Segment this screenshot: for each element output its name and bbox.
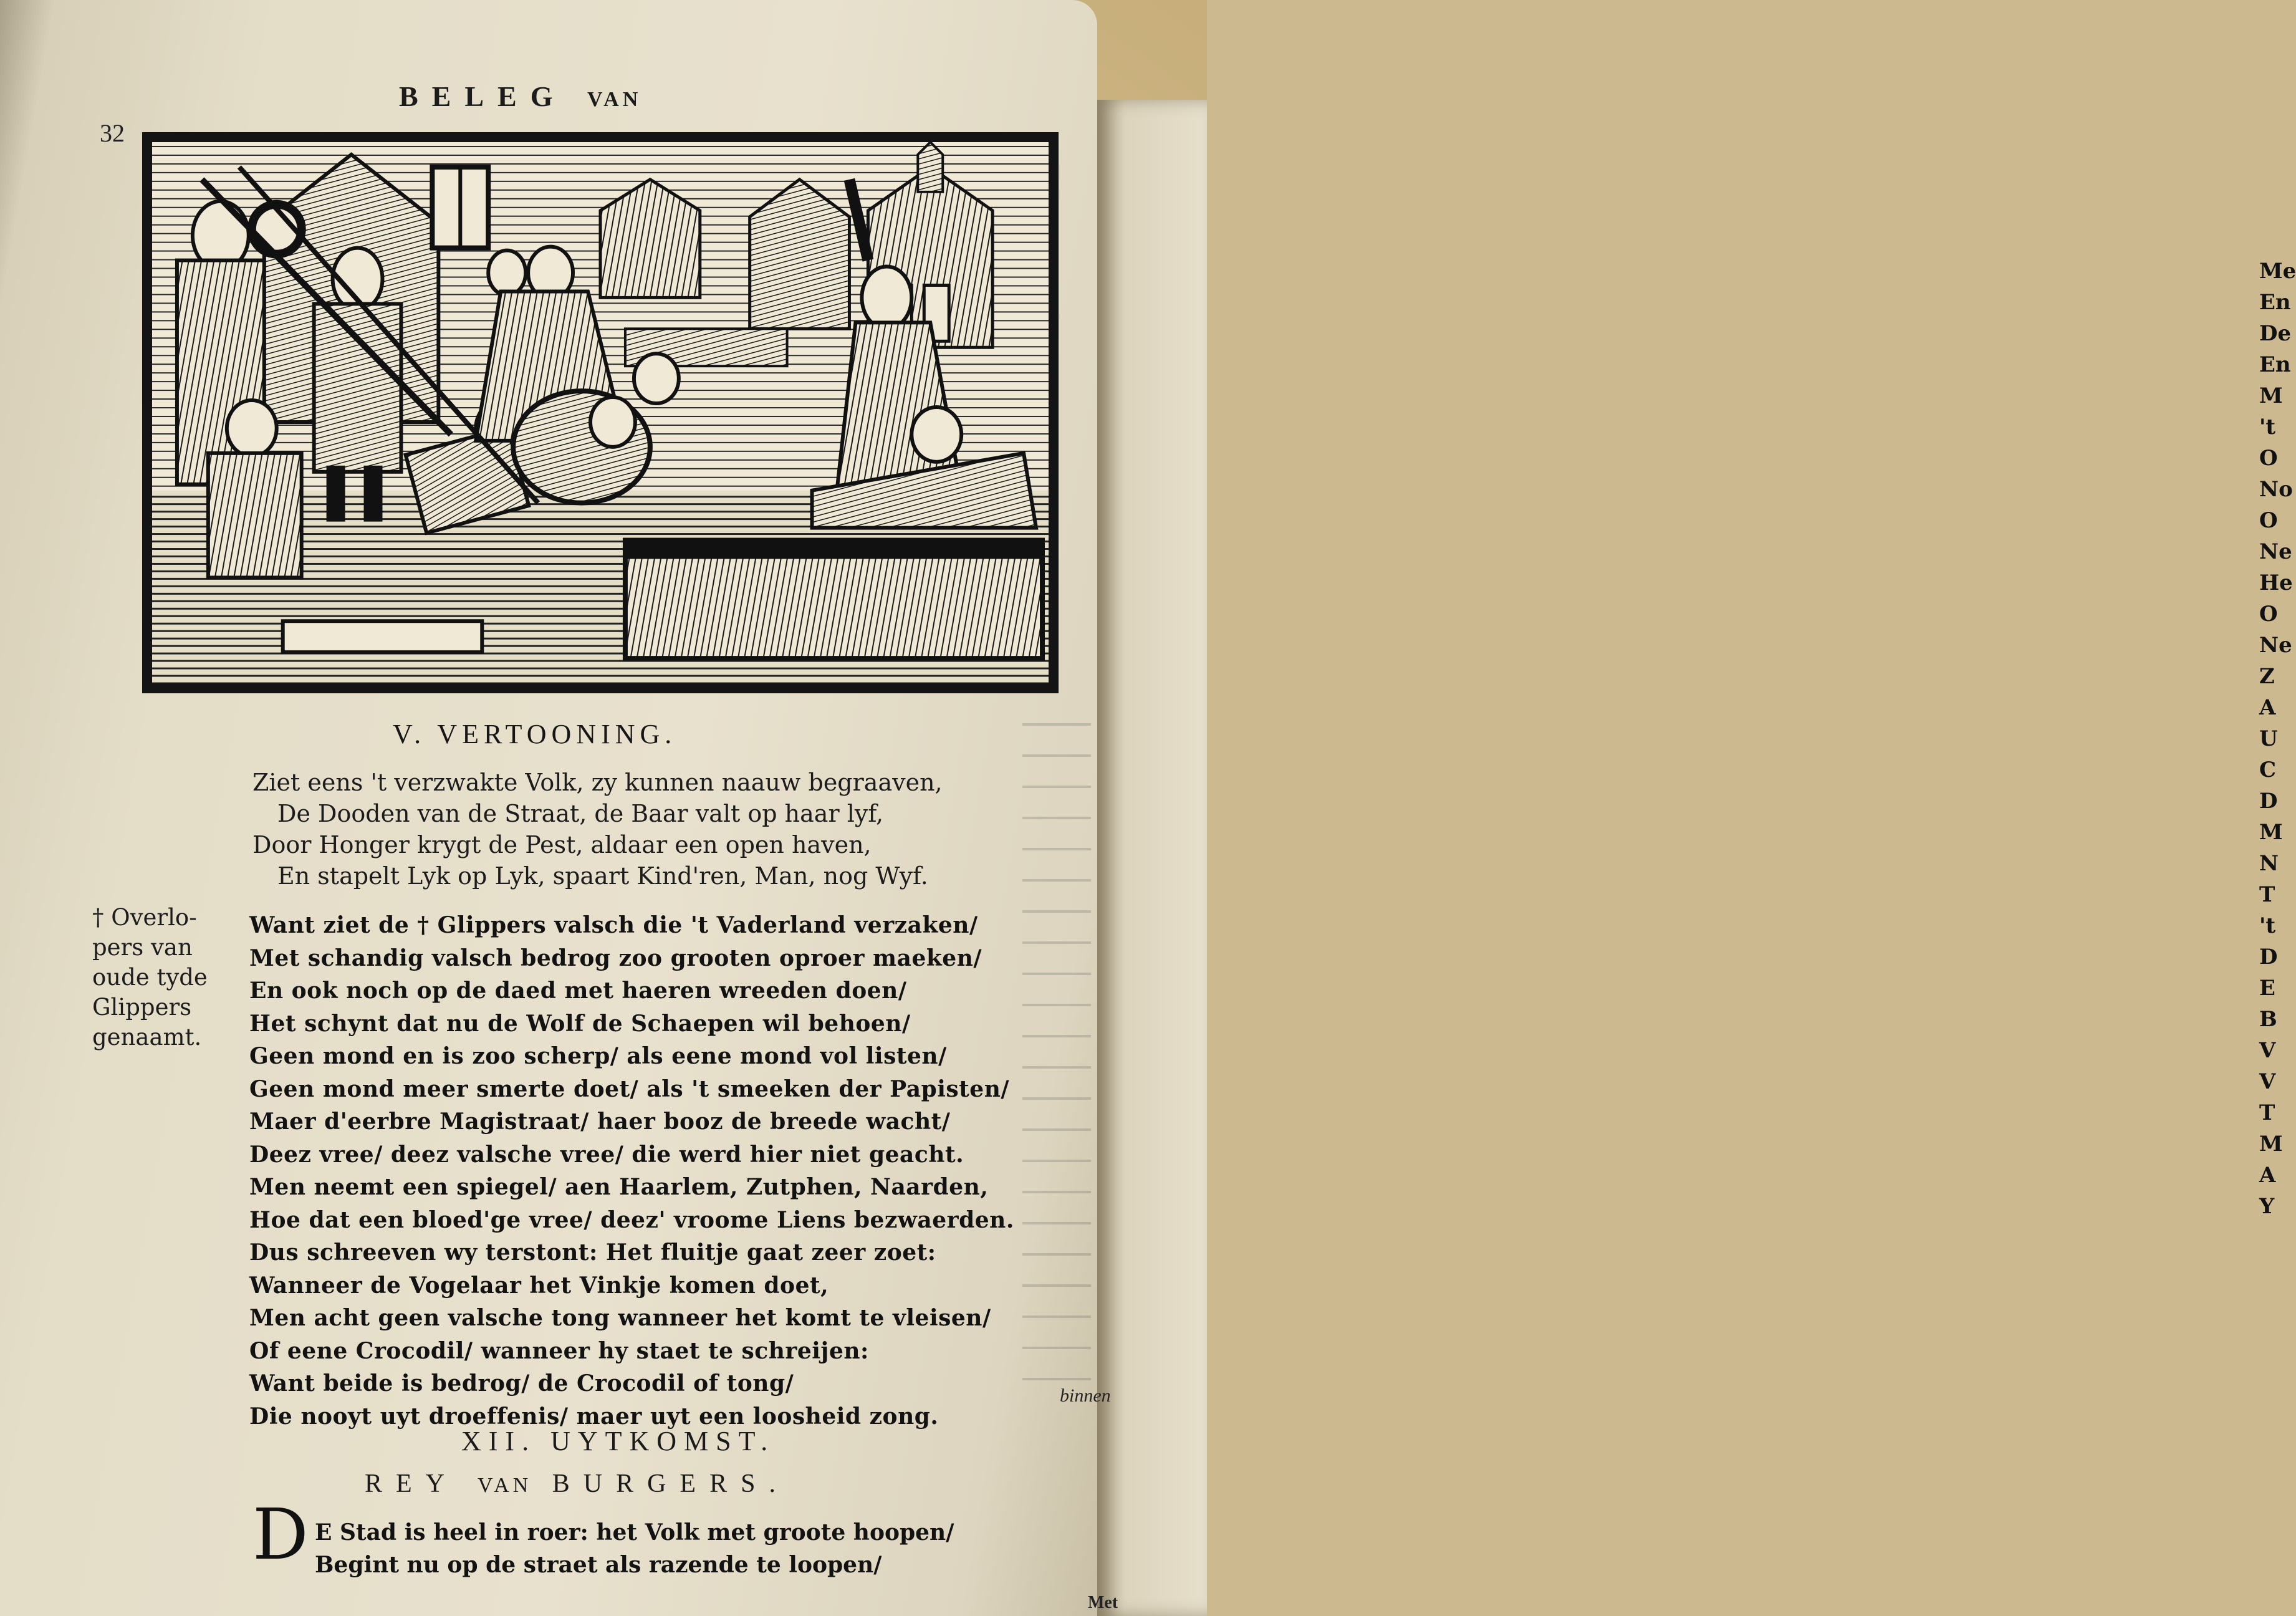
section-title: V. VERTOONING. [393, 719, 677, 749]
header-title-small: VAN [587, 88, 642, 111]
right-page-fragment: 't [2259, 415, 2276, 440]
margin-note [92, 903, 236, 1052]
right-page-fragment: En [2259, 290, 2291, 315]
catchword-met: Met [1088, 1593, 1118, 1612]
blackletter-verse [249, 909, 1014, 1433]
right-page-fragment: O [2259, 446, 2278, 471]
right-page-fragment: O [2259, 602, 2278, 627]
verse-line: Door Honger krygt de Pest, aldaar een open haven, [252, 831, 872, 858]
right-page-fragment: 't [2259, 913, 2276, 938]
verse-line: De Dooden van de Straat, de Baar valt op haar lyf, [277, 800, 884, 827]
right-page-fragment: V [2259, 1069, 2276, 1094]
blackletter-line: Die nooyt uyt droeffenis/ maer uyt een loosheid zong. [249, 1403, 939, 1430]
right-page-fragment: Me [2259, 259, 2296, 284]
verse-block [252, 767, 943, 892]
page-number: 32 [100, 119, 125, 147]
running-header [399, 80, 810, 113]
blackletter-line: Deez vree/ deez valsche vree/ die werd hier niet geacht. [249, 1141, 964, 1168]
rey-heading-main1: REY [365, 1469, 458, 1498]
right-page-fragment: En [2259, 352, 2291, 377]
right-page-fragment: M [2259, 383, 2283, 408]
blackletter-line: Het schynt dat nu de Wolf de Schaepen wil behoen/ [249, 1010, 911, 1037]
blackletter-line: Of eene Crocodil/ wanneer hy staet te schreijen: [249, 1337, 869, 1364]
right-page-fragment: Z [2259, 664, 2275, 689]
right-page-fragment: Y [2259, 1194, 2275, 1219]
right-page-fragment: No [2259, 477, 2293, 502]
margin-note-line: Glippers [92, 994, 192, 1021]
blackletter-line: Want ziet de † Glippers valsch die 't Vaderland verzaken/ [249, 912, 978, 938]
rey-heading-main2: BURGERS. [552, 1469, 789, 1498]
right-page-fragment: A [2259, 1163, 2276, 1188]
woodcut-plague-scene [152, 142, 1049, 683]
blackletter-line: Want beide is bedrog/ de Crocodil of tong/ [249, 1370, 794, 1397]
right-page-fragment: Ne [2259, 539, 2292, 564]
right-page-fragment: M [2259, 820, 2283, 845]
right-page-fragment: N [2259, 851, 2279, 876]
header-title-main: BELEG [399, 80, 567, 112]
right-page-fragment: V [2259, 1038, 2276, 1063]
blackletter-line: Men acht geen valsche tong wanneer het komt te vleisen/ [249, 1305, 991, 1331]
right-page-fragment: A [2259, 695, 2276, 720]
right-page-fragment: T [2259, 1100, 2275, 1125]
rey-heading [365, 1469, 789, 1499]
final-line: E Stad is heel in roer: het Volk met groote hoopen/ [315, 1519, 954, 1546]
rey-heading-small: VAN [477, 1474, 532, 1497]
right-page-fragment: B [2259, 1007, 2277, 1032]
blackletter-line: Hoe dat een bloed'ge vree/ deez' vroome Liens bezwaerden. [249, 1206, 1014, 1233]
uytkomst-heading: XII. UYTKOMST. [461, 1426, 776, 1456]
right-page-fragment: M [2259, 1132, 2283, 1157]
right-page-fragment: C [2259, 758, 2277, 782]
blackletter-line: En ook noch op de daed met haeren wreeden doen/ [249, 978, 907, 1004]
right-page-text-fragments [2259, 256, 2296, 1222]
catchword-binnen: binnen [1060, 1385, 1111, 1406]
right-page-fragment: D [2259, 945, 2278, 969]
blackletter-line: Maer d'eerbre Magistraat/ haer booz de breede wacht/ [249, 1109, 951, 1135]
woodcut-illustration [142, 132, 1059, 693]
right-page [1097, 100, 2296, 1616]
show-through-bleed [1022, 723, 1091, 1409]
drop-cap: D [252, 1494, 309, 1575]
right-page-fragment: O [2259, 508, 2278, 533]
left-page [0, 0, 1118, 1616]
right-page-fragment: Ne [2259, 633, 2292, 658]
final-verse [315, 1516, 954, 1581]
blackletter-line: Wanneer de Vogelaar het Vinkje komen doet, [249, 1272, 829, 1299]
verse-line: Ziet eens 't verzwakte Volk, zy kunnen naauw begraaven, [252, 769, 943, 796]
right-page-fragment: De [2259, 321, 2292, 346]
right-page-fragment: T [2259, 882, 2275, 907]
blackletter-line: Geen mond en is zoo scherp/ als eene mond vol listen/ [249, 1043, 947, 1069]
right-page-fragment: He [2259, 570, 2293, 595]
verse-line: En stapelt Lyk op Lyk, spaart Kind'ren, Man, nog Wyf. [277, 862, 928, 890]
margin-note-line: † Overlo- [92, 904, 197, 931]
margin-note-line: oude tyde [92, 964, 208, 991]
right-page-fragment: U [2259, 726, 2278, 751]
blackletter-line: Dus schreeven wy terstont: Het fluitje gaat zeer zoet: [249, 1239, 936, 1266]
right-page-fragment: D [2259, 789, 2278, 814]
blackletter-line: Met schandig valsch bedrog zoo grooten oproer maeken/ [249, 945, 982, 971]
margin-note-line: pers van [92, 934, 193, 961]
final-line: Begint nu op de straet als razende te loopen/ [315, 1552, 882, 1578]
blackletter-line: Geen mond meer smerte doet/ als 't smeeken der Papisten/ [249, 1075, 1010, 1102]
margin-note-line: genaamt. [92, 1024, 202, 1051]
right-page-fragment: E [2259, 976, 2275, 1001]
blackletter-line: Men neemt een spiegel/ aen Haarlem, Zutphen, Naarden, [249, 1174, 989, 1200]
